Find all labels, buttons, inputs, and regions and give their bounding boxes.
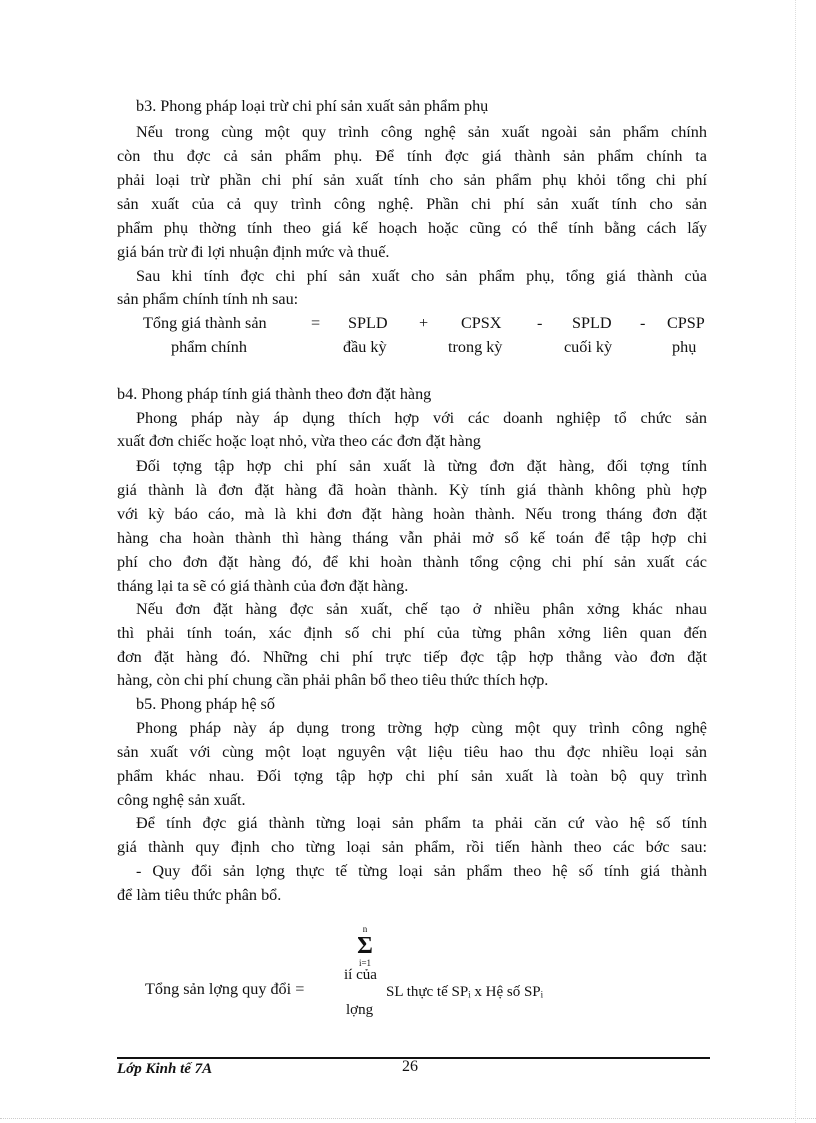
bottom-dotted-border — [0, 1118, 816, 1119]
formula-term: đầu kỳ — [343, 338, 387, 356]
formula-term: phụ — [672, 338, 697, 356]
paragraph-line: Phong pháp này áp dụng trong trờng hợp cùng một quy trình công nghệ — [136, 719, 707, 737]
paragraph-line: giá bán trừ đi lợi nhuận định mức và thuế. — [117, 243, 390, 261]
formula-term: SPLD — [348, 314, 388, 332]
sigma-icon: Σ — [357, 933, 373, 959]
formula-lhs: Tổng sản lợng quy đổi = — [145, 980, 305, 998]
formula-minus: - — [640, 314, 646, 332]
summation-symbol — [350, 924, 380, 968]
paragraph-line: đơn đặt hàng đó. Những chi phí trực tiếp đợc tập hợp thẳng vào đơn đặt — [117, 648, 707, 666]
sigma-lower-limit: i=1 — [358, 958, 372, 968]
formula-lhs: Tổng giá thành sản — [143, 314, 267, 332]
paragraph-line: Để tính đợc giá thành từng loại sản phẩm ta phải căn cứ vào hệ số tính — [136, 814, 707, 832]
formula-term: CPSX — [461, 314, 502, 332]
paragraph-line: Phong pháp này áp dụng thích hợp với các doanh nghiệp tổ chức sản — [136, 409, 707, 427]
paragraph-line: còn thu đợc cả sản phẩm phụ. Để tính đợc giá thành sản phẩm chính ta — [117, 147, 707, 165]
paragraph-line: sản xuất với cùng một loạt nguyên vật liệu tiêu hao thu đợc nhiều loại sản — [117, 743, 707, 761]
paragraph-line: giá thành là đơn đặt hàng đã hoàn thành. Kỳ tính giá thành không phù hợp — [117, 481, 707, 499]
page-number: 26 — [402, 1058, 418, 1075]
paragraph-line: phẩm phụ thờng tính theo giá kế hoạch hoặc cũng có thể tính bằng cách lấy — [117, 219, 707, 237]
paragraph-line: phẩm khác nhau. Đối tợng tập hợp chi phí sản xuất là toàn bộ quy trình — [117, 767, 707, 785]
paragraph-line: Nếu trong cùng một quy trình công nghệ sản xuất ngoài sản phẩm chính — [136, 123, 707, 141]
footer-class-label: Lớp Kinh tế 7A — [117, 1061, 213, 1077]
paragraph-line: sản phẩm chính tính nh sau: — [117, 290, 299, 308]
formula-overlap-text: lợng — [346, 1002, 374, 1018]
formula-term: CPSP — [667, 314, 705, 332]
paragraph-line: để làm tiêu thức phân bổ. — [117, 886, 282, 904]
paragraph-line: Nếu đơn đặt hàng đợc sản xuất, chế tạo ở nhiều phân xởng khác nhau — [136, 600, 707, 618]
paragraph-line: công nghệ sản xuất. — [117, 791, 246, 809]
paragraph-line: Đối tợng tập hợp chi phí sản xuất là từng đơn đặt hàng, đối tợng tính — [136, 457, 707, 475]
section-b4-heading: b4. Phong pháp tính giá thành theo đơn đặt hàng — [117, 385, 432, 403]
paragraph-line: với kỳ báo cáo, mà là khi đơn đặt hàng hoàn thành. Nếu trong tháng đơn đặt — [117, 505, 707, 523]
cost-formula-row-2 — [117, 336, 707, 360]
section-b5-heading: b5. Phong pháp hệ số — [136, 695, 275, 713]
section-b3-heading: b3. Phong pháp loại trừ chi phí sản xuất sản phẩm phụ — [136, 97, 489, 115]
formula-term: cuối kỳ — [564, 338, 613, 356]
cost-formula-row-1 — [117, 312, 707, 336]
formula-equals: = — [311, 314, 321, 332]
paragraph-line: giá thành quy định cho từng loại sản phẩm, rồi tiến hành theo các bớc sau: — [117, 838, 707, 856]
paragraph-line: - Quy đổi sản lợng thực tế từng loại sản phẩm theo hệ số tính giá thành — [136, 862, 707, 880]
formula-plus: + — [419, 314, 429, 332]
formula-term: SPLD — [572, 314, 612, 332]
paragraph-line: hàng, còn chi phí chung cần phải phân bổ theo tiêu thức thích hợp. — [117, 671, 549, 689]
paragraph-line: phải loại trừ phần chi phí sản xuất tính cho sản phẩm phụ khỏi tổng chi phí — [117, 171, 707, 189]
sigma-upper-limit: n — [362, 924, 368, 934]
paragraph-line: hàng cha hoàn thành thì hàng tháng vẫn phải mở sổ kế toán để tập hợp chi — [117, 529, 707, 547]
paragraph-line: xuất đơn chiếc hoặc loạt nhỏ, vừa theo các đơn đặt hàng — [117, 432, 481, 450]
paragraph-line: sản xuất của cả quy trình công nghệ. Phần chi phí sản xuất tính cho sản — [117, 195, 707, 213]
formula-rhs: SL thực tế SPᵢ x Hệ số SPᵢ — [386, 984, 544, 1000]
paragraph-line: tháng lại ta sẽ có giá thành của đơn đặt hàng. — [117, 577, 409, 595]
formula-overlap-text: ií của — [344, 967, 377, 983]
right-dotted-border — [795, 0, 796, 1123]
paragraph-line: Sau khi tính đợc chi phí sản xuất cho sản phẩm phụ, tổng giá thành của — [136, 267, 707, 285]
formula-term: trong kỳ — [448, 338, 503, 356]
paragraph-line: thì phải tính toán, xác định số chi phí của từng phân xởng liên quan đến — [117, 624, 707, 642]
paragraph-line: phí cho đơn đặt hàng đó, để khi hoàn thành tổng cộng chi phí sản xuất các — [117, 553, 707, 571]
formula-lhs: phẩm chính — [171, 338, 247, 356]
formula-minus: - — [537, 314, 543, 332]
